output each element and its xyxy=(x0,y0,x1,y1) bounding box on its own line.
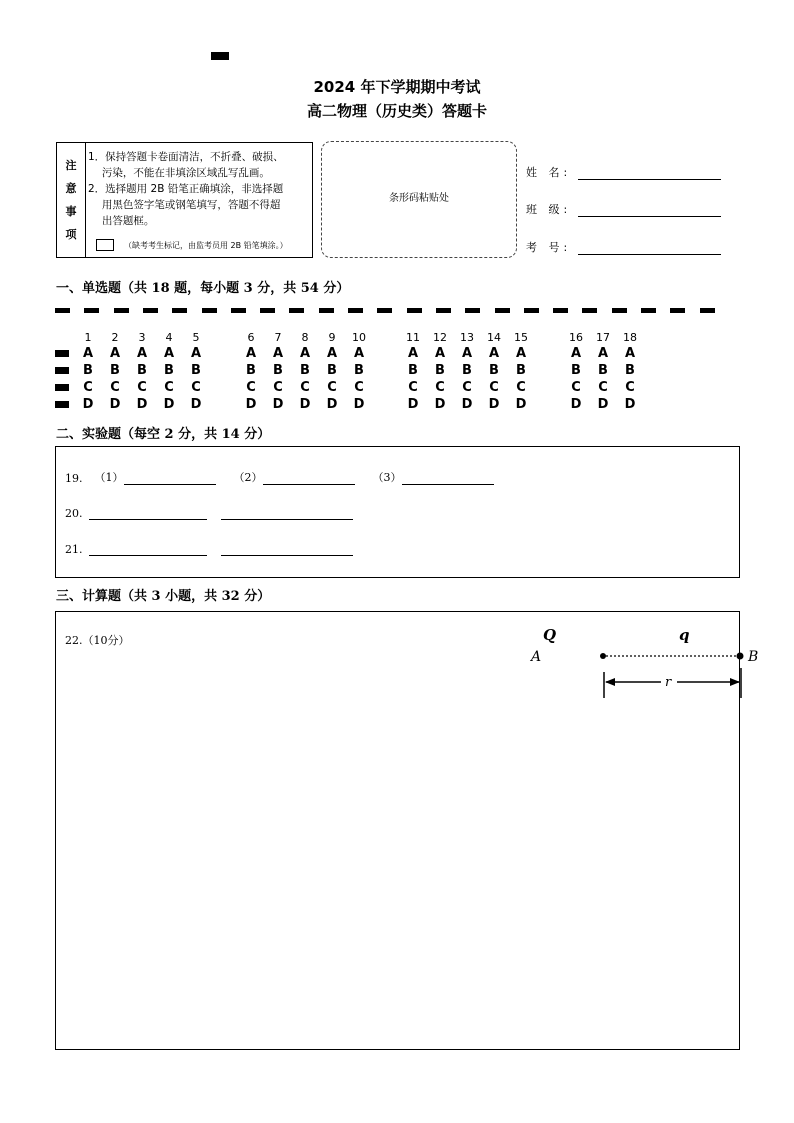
choice-option-b[interactable]: B xyxy=(246,363,256,378)
choice-option-b[interactable]: B xyxy=(191,363,201,378)
choice-option-c[interactable]: C xyxy=(462,380,472,395)
charge-q-label: q xyxy=(679,626,690,644)
choice-option-a[interactable]: A xyxy=(82,346,94,361)
question-number: 5 xyxy=(192,331,200,344)
choice-option-b[interactable]: B xyxy=(164,363,174,378)
question-number: 9 xyxy=(328,331,336,344)
choice-option-c[interactable]: C xyxy=(408,380,418,395)
question-number: 8 xyxy=(301,331,309,344)
question-number: 4 xyxy=(165,331,173,344)
question-number: 15 xyxy=(514,331,528,344)
choice-option-b[interactable]: B xyxy=(516,363,526,378)
choice-option-d[interactable]: D xyxy=(136,397,148,412)
choice-option-d[interactable]: D xyxy=(272,397,284,412)
row-mark xyxy=(55,350,69,357)
choice-option-c[interactable]: C xyxy=(191,380,201,395)
class-label: 班 级: xyxy=(526,203,572,216)
choice-option-c[interactable]: C xyxy=(300,380,310,395)
choice-option-d[interactable]: D xyxy=(570,397,582,412)
q19-blank2-label: （2） xyxy=(233,471,263,484)
choice-option-d[interactable]: D xyxy=(353,397,365,412)
choice-option-a[interactable]: A xyxy=(407,346,419,361)
choice-option-b[interactable]: B xyxy=(435,363,445,378)
q21-number: 21. xyxy=(65,543,83,556)
point-A-dot xyxy=(600,653,606,659)
question-number: 11 xyxy=(406,331,420,344)
row-mark xyxy=(55,401,69,408)
choice-option-b[interactable]: B xyxy=(462,363,472,378)
point-B-dot xyxy=(737,653,744,660)
point-B-label: B xyxy=(748,649,759,665)
q19-blank2[interactable] xyxy=(263,472,355,485)
choice-option-d[interactable]: D xyxy=(515,397,527,412)
choice-option-d[interactable]: D xyxy=(461,397,473,412)
question-number: 13 xyxy=(460,331,474,344)
q19-number: 19. xyxy=(65,472,83,485)
distance-r-label: r xyxy=(665,675,672,690)
choice-option-a[interactable]: A xyxy=(570,346,582,361)
experiment-answer-box xyxy=(55,446,740,578)
charge-Q-label: Q xyxy=(543,626,557,644)
choice-option-a[interactable]: A xyxy=(434,346,446,361)
choice-option-d[interactable]: D xyxy=(299,397,311,412)
row-mark xyxy=(55,367,69,374)
choice-option-b[interactable]: B xyxy=(571,363,581,378)
choice-option-d[interactable]: D xyxy=(326,397,338,412)
choice-option-a[interactable]: A xyxy=(326,346,338,361)
choice-option-a[interactable]: A xyxy=(245,346,257,361)
q19-blank1[interactable] xyxy=(124,472,216,485)
choice-option-b[interactable]: B xyxy=(625,363,635,378)
choice-option-c[interactable]: C xyxy=(571,380,581,395)
notice-head-char: 事 xyxy=(65,205,77,218)
choice-option-b[interactable]: B xyxy=(598,363,608,378)
q19-blank3-label: （3） xyxy=(372,471,402,484)
choice-option-a[interactable]: A xyxy=(461,346,473,361)
question-number: 7 xyxy=(274,331,282,344)
choice-option-b[interactable]: B xyxy=(137,363,147,378)
choice-option-a[interactable]: A xyxy=(109,346,121,361)
choice-option-c[interactable]: C xyxy=(435,380,445,395)
notice-line: 1．保持答题卡卷面清洁，不折叠、破损、 xyxy=(88,151,284,163)
choice-option-c[interactable]: C xyxy=(137,380,147,395)
q21-blank1[interactable] xyxy=(89,543,207,556)
choice-option-a[interactable]: A xyxy=(624,346,636,361)
q20-row xyxy=(65,507,353,520)
notice-head-char: 项 xyxy=(65,228,77,241)
choice-option-b[interactable]: B xyxy=(327,363,337,378)
question-number: 1 xyxy=(84,331,92,344)
exam-subtitle: 高二物理（历史类）答题卡 xyxy=(306,102,487,120)
question-number: 16 xyxy=(569,331,583,344)
q22-label: 22.（10分） xyxy=(65,634,130,647)
choice-option-a[interactable]: A xyxy=(272,346,284,361)
choice-option-d[interactable]: D xyxy=(407,397,419,412)
choice-option-a[interactable]: A xyxy=(136,346,148,361)
q19-row xyxy=(65,469,494,485)
choice-option-a[interactable]: A xyxy=(488,346,500,361)
choice-option-d[interactable]: D xyxy=(488,397,500,412)
question-number: 3 xyxy=(138,331,146,344)
choice-option-c[interactable]: C xyxy=(110,380,120,395)
choice-option-b[interactable]: B xyxy=(83,363,93,378)
choice-option-b[interactable]: B xyxy=(489,363,499,378)
choice-option-a[interactable]: A xyxy=(515,346,527,361)
question-number: 6 xyxy=(247,331,255,344)
question-number: 12 xyxy=(433,331,447,344)
section3-title: 三、计算题（共 3 小题，共 32 分） xyxy=(56,589,271,604)
choice-option-d[interactable]: D xyxy=(597,397,609,412)
notice-line: 出答题框。 xyxy=(88,215,155,227)
choice-option-a[interactable]: A xyxy=(163,346,175,361)
arrow-head-left xyxy=(605,678,615,686)
choice-option-b[interactable]: B xyxy=(110,363,120,378)
choice-option-d[interactable]: D xyxy=(109,397,121,412)
choice-option-c[interactable]: C xyxy=(246,380,256,395)
q20-blank2[interactable] xyxy=(221,507,353,520)
choice-option-c[interactable]: C xyxy=(354,380,364,395)
choice-option-d[interactable]: D xyxy=(190,397,202,412)
section2-title: 二、实验题（每空 2 分，共 14 分） xyxy=(56,427,271,442)
notice-line: 用黑色签字笔或钢笔填写，答题不得超 xyxy=(88,199,281,211)
choice-option-c[interactable]: C xyxy=(625,380,635,395)
barcode-label: 条形码粘贴处 xyxy=(389,193,449,204)
q19-blank3[interactable] xyxy=(402,472,494,485)
q20-blank1[interactable] xyxy=(89,507,207,520)
choice-option-d[interactable]: D xyxy=(82,397,94,412)
notice-head-char: 意 xyxy=(65,182,77,195)
choice-option-c[interactable]: C xyxy=(164,380,174,395)
q19-blank1-label: （1） xyxy=(94,471,124,484)
choice-option-d[interactable]: D xyxy=(624,397,636,412)
choice-option-c[interactable]: C xyxy=(273,380,283,395)
charge-diagram xyxy=(521,622,766,702)
choice-option-b[interactable]: B xyxy=(273,363,283,378)
absent-mark-note: （缺考考生标记，由监考员用 2B 铅笔填涂。） xyxy=(124,240,288,250)
choice-option-b[interactable]: B xyxy=(354,363,364,378)
question-number: 10 xyxy=(352,331,366,344)
choice-option-d[interactable]: D xyxy=(163,397,175,412)
exam-title: 2024 年下学期期中考试 xyxy=(313,78,481,96)
choice-option-b[interactable]: B xyxy=(408,363,418,378)
choice-option-c[interactable]: C xyxy=(516,380,526,395)
choice-option-a[interactable]: A xyxy=(190,346,202,361)
notice-head-char: 注 xyxy=(65,159,77,172)
point-A-label: A xyxy=(531,649,542,665)
choice-option-d[interactable]: D xyxy=(245,397,257,412)
choice-option-b[interactable]: B xyxy=(300,363,310,378)
choice-option-a[interactable]: A xyxy=(353,346,365,361)
arrow-head-right xyxy=(730,678,740,686)
q20-number: 20. xyxy=(65,507,83,520)
row-mark xyxy=(55,384,69,391)
choice-option-c[interactable]: C xyxy=(327,380,337,395)
question-number: 18 xyxy=(623,331,637,344)
notice-line: 2．选择题用 2B 铅笔正确填涂，非选择题 xyxy=(88,183,284,195)
question-number: 2 xyxy=(111,331,119,344)
section1-title: 一、单选题（共 18 题，每小题 3 分，共 54 分） xyxy=(56,281,350,296)
choice-option-c[interactable]: C xyxy=(598,380,608,395)
question-number: 14 xyxy=(487,331,501,344)
choice-option-a[interactable]: A xyxy=(299,346,311,361)
question-number: 17 xyxy=(596,331,610,344)
choice-option-c[interactable]: C xyxy=(83,380,93,395)
q22-answer-box[interactable] xyxy=(55,611,759,1050)
q21-row xyxy=(65,543,353,556)
choice-option-a[interactable]: A xyxy=(597,346,609,361)
q21-blank2[interactable] xyxy=(221,543,353,556)
notice-line: 污染，不能在非填涂区域乱写乱画。 xyxy=(88,167,270,179)
name-label: 姓 名: xyxy=(526,166,572,179)
choice-option-d[interactable]: D xyxy=(434,397,446,412)
choice-grid xyxy=(0,0,794,420)
exam-number-label: 考 号: xyxy=(526,241,572,254)
choice-option-c[interactable]: C xyxy=(489,380,499,395)
